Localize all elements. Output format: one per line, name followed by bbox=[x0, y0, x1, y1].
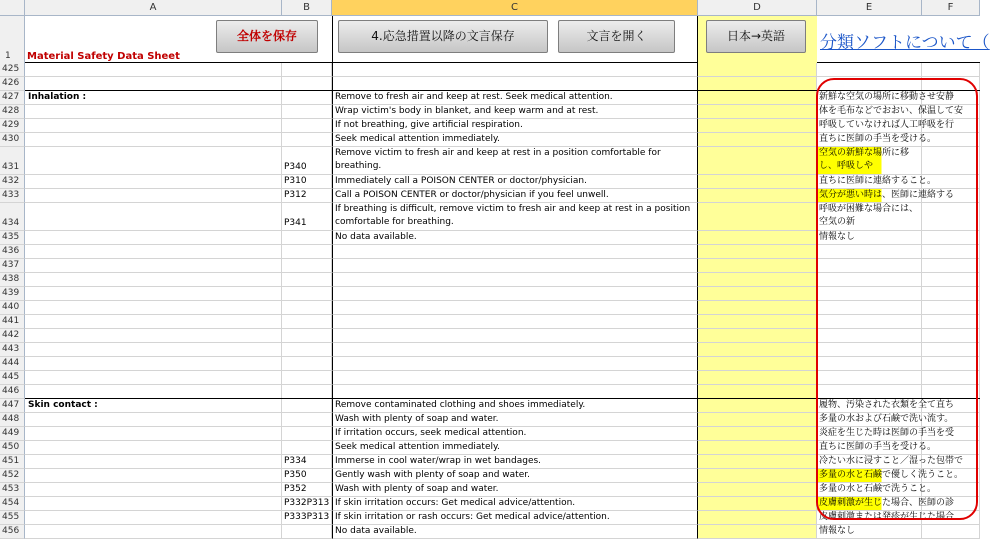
cell-a[interactable] bbox=[25, 175, 282, 189]
row-number: 428 bbox=[0, 105, 25, 119]
cell-f[interactable] bbox=[922, 371, 980, 385]
cell-b[interactable] bbox=[282, 357, 332, 371]
cell-c[interactable] bbox=[332, 343, 698, 357]
cell-a[interactable] bbox=[25, 77, 282, 91]
column-header-c[interactable]: C bbox=[332, 0, 698, 16]
cell-c[interactable]: Immerse in cool water/wrap in wet bandages. bbox=[332, 455, 698, 469]
cell-e[interactable]: 皮膚刺激が生じた場合、医師の診 bbox=[817, 497, 922, 511]
cell-a[interactable] bbox=[25, 427, 282, 441]
cell-f[interactable] bbox=[922, 511, 980, 525]
cell-d[interactable] bbox=[698, 287, 817, 301]
cell-d[interactable] bbox=[698, 189, 817, 203]
cell-d[interactable] bbox=[698, 483, 817, 497]
table-row bbox=[0, 343, 980, 357]
cell-a[interactable] bbox=[25, 203, 282, 231]
cell-c[interactable]: If skin irritation or rash occurs: Get medical advice/attention. bbox=[332, 511, 698, 525]
cell-f[interactable] bbox=[922, 203, 980, 231]
cell-e[interactable] bbox=[817, 385, 922, 399]
table-row bbox=[0, 147, 980, 175]
table-row bbox=[0, 91, 980, 105]
cell-e[interactable]: 直ちに医師の手当を受ける。 bbox=[817, 133, 922, 147]
row-number: 447 bbox=[0, 399, 25, 413]
cell-d[interactable] bbox=[698, 399, 817, 413]
cell-e[interactable]: 直ちに医師の手当を受ける。 bbox=[817, 441, 922, 455]
cell-c[interactable] bbox=[332, 301, 698, 315]
cell-b[interactable] bbox=[282, 133, 332, 147]
cell-a[interactable] bbox=[25, 371, 282, 385]
row-number: 426 bbox=[0, 77, 25, 91]
cell-c[interactable]: Remove victim to fresh air and keep at rest in a position comfortable for breathing. bbox=[332, 147, 698, 175]
cell-c[interactable] bbox=[332, 385, 698, 399]
cell-d[interactable] bbox=[698, 343, 817, 357]
cell-f[interactable] bbox=[922, 175, 980, 189]
cell-d[interactable] bbox=[698, 385, 817, 399]
cell-b[interactable] bbox=[282, 301, 332, 315]
save-section-text-button[interactable]: 4.応急措置以降の文言保存 bbox=[338, 20, 548, 53]
row-number: 445 bbox=[0, 371, 25, 385]
table-row bbox=[0, 259, 980, 273]
cell-d[interactable] bbox=[698, 133, 817, 147]
cell-e[interactable]: 冷たい水に浸すこと／湿った包帯で bbox=[817, 455, 922, 469]
cell-b[interactable] bbox=[282, 245, 332, 259]
column-header-d[interactable]: D bbox=[698, 0, 817, 16]
table-row bbox=[0, 441, 980, 455]
row-number: 451 bbox=[0, 455, 25, 469]
cell-f[interactable] bbox=[922, 357, 980, 371]
row-number: 430 bbox=[0, 133, 25, 147]
cell-d[interactable] bbox=[698, 119, 817, 133]
cell-f[interactable] bbox=[922, 287, 980, 301]
column-header-b[interactable]: B bbox=[282, 0, 332, 16]
row-number-1 bbox=[0, 16, 25, 63]
cell-f[interactable] bbox=[922, 105, 980, 119]
table-row bbox=[0, 245, 980, 259]
cell-f[interactable] bbox=[922, 385, 980, 399]
table-row bbox=[0, 469, 980, 483]
row-number: 438 bbox=[0, 273, 25, 287]
cell-f[interactable] bbox=[922, 147, 980, 175]
cell-d[interactable] bbox=[698, 175, 817, 189]
row-number: 429 bbox=[0, 119, 25, 133]
cell-b[interactable] bbox=[282, 91, 332, 105]
row-number: 433 bbox=[0, 189, 25, 203]
cell-e[interactable]: 多量の水と石鹸で洗うこと。 bbox=[817, 483, 922, 497]
cell-e[interactable]: 情報なし bbox=[817, 231, 922, 245]
cell-f[interactable] bbox=[922, 497, 980, 511]
cell-a[interactable] bbox=[25, 245, 282, 259]
cell-e[interactable] bbox=[817, 273, 922, 287]
cell-c[interactable]: Remove to fresh air and keep at rest. Seek medical attention. bbox=[332, 91, 698, 105]
row-number: 450 bbox=[0, 441, 25, 455]
cell-a[interactable] bbox=[25, 231, 282, 245]
table-row bbox=[0, 329, 980, 343]
cell-e[interactable]: 皮膚刺激または発疹が生じた場合 bbox=[817, 511, 922, 525]
cell-b[interactable] bbox=[282, 413, 332, 427]
cell-a[interactable] bbox=[25, 273, 282, 287]
cell-b[interactable]: P310 bbox=[282, 175, 332, 189]
row-number: 427 bbox=[0, 91, 25, 105]
translate-ja-en-button[interactable]: 日本→英語 bbox=[706, 20, 806, 53]
cell-b[interactable] bbox=[282, 287, 332, 301]
cell-c[interactable]: Wrap victim's body in blanket, and keep warm and at rest. bbox=[332, 105, 698, 119]
table-row bbox=[0, 175, 980, 189]
cell-b[interactable]: P312 bbox=[282, 189, 332, 203]
column-header-e[interactable]: E bbox=[817, 0, 922, 16]
table-row bbox=[0, 525, 980, 539]
cell-d[interactable] bbox=[698, 497, 817, 511]
cell-d[interactable] bbox=[698, 91, 817, 105]
cell-d[interactable] bbox=[698, 203, 817, 231]
select-all-corner[interactable] bbox=[0, 0, 25, 16]
cell-f[interactable] bbox=[922, 441, 980, 455]
table-row bbox=[0, 483, 980, 497]
cell-b[interactable] bbox=[282, 119, 332, 133]
table-row bbox=[0, 371, 980, 385]
cell-b[interactable]: P334 bbox=[282, 455, 332, 469]
table-row bbox=[0, 511, 980, 525]
cell-a[interactable] bbox=[25, 469, 282, 483]
cell-e[interactable]: 空気の新鮮な場所に移し、呼吸しや bbox=[817, 147, 922, 175]
about-classification-link[interactable]: 分類ソフトについて（ bbox=[820, 33, 990, 53]
cell-e[interactable] bbox=[817, 357, 922, 371]
cell-a[interactable] bbox=[25, 147, 282, 175]
cell-b[interactable] bbox=[282, 399, 332, 413]
cell-c[interactable] bbox=[332, 245, 698, 259]
cell-a[interactable] bbox=[25, 63, 282, 77]
cell-c[interactable]: Remove contaminated clothing and shoes immediately. bbox=[332, 399, 698, 413]
row-number: 425 bbox=[0, 63, 25, 77]
table-row bbox=[0, 189, 980, 203]
cell-d[interactable] bbox=[698, 525, 817, 539]
cell-d[interactable] bbox=[698, 147, 817, 175]
cell-b[interactable]: P332P313 bbox=[282, 497, 332, 511]
cell-f[interactable] bbox=[922, 329, 980, 343]
table-row bbox=[0, 455, 980, 469]
cell-e[interactable] bbox=[817, 329, 922, 343]
cell-f[interactable] bbox=[922, 483, 980, 497]
cell-b[interactable]: P340 bbox=[282, 147, 332, 175]
row-number: 440 bbox=[0, 301, 25, 315]
cell-c[interactable]: Call a POISON CENTER or doctor/physician if you feel unwell. bbox=[332, 189, 698, 203]
table-row bbox=[0, 119, 980, 133]
cell-a[interactable] bbox=[25, 525, 282, 539]
table-row bbox=[0, 399, 980, 413]
cell-b[interactable] bbox=[282, 63, 332, 77]
cell-b[interactable] bbox=[282, 343, 332, 357]
table-row bbox=[0, 63, 980, 77]
table-row bbox=[0, 357, 980, 371]
cell-a[interactable]: Skin contact : bbox=[25, 399, 282, 413]
cell-b[interactable] bbox=[282, 385, 332, 399]
cell-b[interactable] bbox=[282, 427, 332, 441]
cell-f[interactable] bbox=[922, 455, 980, 469]
table-row bbox=[0, 203, 980, 231]
cell-f[interactable] bbox=[922, 91, 980, 105]
cell-e[interactable] bbox=[817, 77, 922, 91]
row-number: 437 bbox=[0, 259, 25, 273]
toolbar-row bbox=[0, 16, 990, 63]
save-all-button[interactable]: 全体を保存 bbox=[216, 20, 318, 53]
row-number: 449 bbox=[0, 427, 25, 441]
cell-a[interactable] bbox=[25, 511, 282, 525]
cell-f[interactable] bbox=[922, 231, 980, 245]
cell-e[interactable] bbox=[817, 259, 922, 273]
cell-b[interactable] bbox=[282, 259, 332, 273]
cell-b[interactable] bbox=[282, 273, 332, 287]
cell-a[interactable] bbox=[25, 301, 282, 315]
cell-f[interactable] bbox=[922, 245, 980, 259]
cell-f[interactable] bbox=[922, 273, 980, 287]
cell-b[interactable]: P333P313 bbox=[282, 511, 332, 525]
cell-e[interactable] bbox=[817, 343, 922, 357]
cell-b[interactable] bbox=[282, 77, 332, 91]
row-number: 446 bbox=[0, 385, 25, 399]
cell-f[interactable] bbox=[922, 315, 980, 329]
cell-f[interactable] bbox=[922, 413, 980, 427]
column-header-f[interactable]: F bbox=[922, 0, 980, 16]
cell-c[interactable] bbox=[332, 63, 698, 77]
cell-b[interactable]: P352 bbox=[282, 483, 332, 497]
cell-b[interactable] bbox=[282, 371, 332, 385]
page-title: Material Safety Data Sheet bbox=[27, 51, 180, 62]
table-row bbox=[0, 273, 980, 287]
cell-e[interactable]: 呼吸していなければ人工呼吸を行 bbox=[817, 119, 922, 133]
cell-a[interactable] bbox=[25, 287, 282, 301]
cell-a[interactable] bbox=[25, 357, 282, 371]
cell-a[interactable] bbox=[25, 413, 282, 427]
cell-a[interactable] bbox=[25, 259, 282, 273]
row-number: 435 bbox=[0, 231, 25, 245]
table-row bbox=[0, 427, 980, 441]
row-number: 456 bbox=[0, 525, 25, 539]
row-number: 431 bbox=[0, 147, 25, 175]
cell-c[interactable]: If not breathing, give artificial respiration. bbox=[332, 119, 698, 133]
cell-a[interactable] bbox=[25, 315, 282, 329]
cell-e[interactable]: 多量の水および石鹸で洗い流す。 bbox=[817, 413, 922, 427]
cell-d[interactable] bbox=[698, 245, 817, 259]
cell-e[interactable] bbox=[817, 371, 922, 385]
cell-c[interactable] bbox=[332, 357, 698, 371]
cell-c[interactable]: Seek medical attention immediately. bbox=[332, 133, 698, 147]
cell-e[interactable] bbox=[817, 287, 922, 301]
cell-e[interactable]: 呼吸が困難な場合には、空気の新 bbox=[817, 203, 922, 231]
cell-d[interactable] bbox=[698, 469, 817, 483]
cell-d[interactable] bbox=[698, 259, 817, 273]
cell-b[interactable] bbox=[282, 231, 332, 245]
cell-f[interactable] bbox=[922, 399, 980, 413]
cell-d[interactable] bbox=[698, 455, 817, 469]
cell-c[interactable] bbox=[332, 329, 698, 343]
cell-b[interactable]: P341 bbox=[282, 203, 332, 231]
cell-f[interactable] bbox=[922, 469, 980, 483]
cell-f[interactable] bbox=[922, 301, 980, 315]
cell-d[interactable] bbox=[698, 63, 817, 77]
cell-e[interactable]: 体を毛布などでおおい、保温して安 bbox=[817, 105, 922, 119]
cell-d[interactable] bbox=[698, 371, 817, 385]
cell-a[interactable] bbox=[25, 119, 282, 133]
cell-d[interactable] bbox=[698, 301, 817, 315]
cell-b[interactable] bbox=[282, 329, 332, 343]
row-number: 436 bbox=[0, 245, 25, 259]
cell-e[interactable]: 炎症を生じた時は医師の手当を受 bbox=[817, 427, 922, 441]
table-row bbox=[0, 301, 980, 315]
cell-d[interactable] bbox=[698, 441, 817, 455]
cell-c[interactable]: Seek medical attention immediately. bbox=[332, 441, 698, 455]
cell-c[interactable]: Gently wash with plenty of soap and water. bbox=[332, 469, 698, 483]
cell-e[interactable]: 直ちに医師に連絡すること。 bbox=[817, 175, 922, 189]
cell-f[interactable] bbox=[922, 77, 980, 91]
cell-b[interactable]: P350 bbox=[282, 469, 332, 483]
row-number: 439 bbox=[0, 287, 25, 301]
cell-c[interactable] bbox=[332, 77, 698, 91]
column-header-a[interactable]: A bbox=[25, 0, 282, 16]
cell-f[interactable] bbox=[922, 343, 980, 357]
cell-e[interactable] bbox=[817, 301, 922, 315]
open-text-button[interactable]: 文言を開く bbox=[558, 20, 675, 53]
row-number: 443 bbox=[0, 343, 25, 357]
cell-a[interactable] bbox=[25, 441, 282, 455]
cell-a[interactable] bbox=[25, 497, 282, 511]
cell-f[interactable] bbox=[922, 525, 980, 539]
cell-b[interactable] bbox=[282, 525, 332, 539]
row-number: 441 bbox=[0, 315, 25, 329]
cell-d[interactable] bbox=[698, 105, 817, 119]
cell-b[interactable] bbox=[282, 105, 332, 119]
cell-c[interactable]: No data available. bbox=[332, 525, 698, 539]
cell-e[interactable] bbox=[817, 63, 922, 77]
cell-e[interactable]: 新鮮な空気の場所に移動させ安静 bbox=[817, 91, 922, 105]
cell-a[interactable] bbox=[25, 385, 282, 399]
cell-c[interactable]: Wash with plenty of soap and water. bbox=[332, 483, 698, 497]
cell-d[interactable] bbox=[698, 231, 817, 245]
cell-c[interactable]: Wash with plenty of soap and water. bbox=[332, 413, 698, 427]
cell-c[interactable]: No data available. bbox=[332, 231, 698, 245]
column-header-bar bbox=[0, 0, 980, 16]
cell-c[interactable] bbox=[332, 371, 698, 385]
table-row bbox=[0, 385, 980, 399]
cell-a[interactable]: Inhalation : bbox=[25, 91, 282, 105]
cell-d[interactable] bbox=[698, 357, 817, 371]
cell-a[interactable] bbox=[25, 343, 282, 357]
cell-a[interactable] bbox=[25, 455, 282, 469]
table-row bbox=[0, 105, 980, 119]
cell-d[interactable] bbox=[698, 413, 817, 427]
table-row bbox=[0, 287, 980, 301]
row-number: 434 bbox=[0, 203, 25, 231]
cell-c[interactable] bbox=[332, 259, 698, 273]
cell-d[interactable] bbox=[698, 273, 817, 287]
row-number: 454 bbox=[0, 497, 25, 511]
cell-f[interactable] bbox=[922, 133, 980, 147]
cell-f[interactable] bbox=[922, 63, 980, 77]
spreadsheet-grid bbox=[0, 63, 980, 536]
row-number: 448 bbox=[0, 413, 25, 427]
cell-f[interactable] bbox=[922, 259, 980, 273]
cell-e[interactable]: 情報なし bbox=[817, 525, 922, 539]
table-row bbox=[0, 77, 980, 91]
cell-c[interactable] bbox=[332, 287, 698, 301]
cell-e[interactable] bbox=[817, 315, 922, 329]
cell-c[interactable]: If skin irritation occurs: Get medical advice/attention. bbox=[332, 497, 698, 511]
cell-a[interactable] bbox=[25, 189, 282, 203]
cell-f[interactable] bbox=[922, 427, 980, 441]
row-number: 455 bbox=[0, 511, 25, 525]
cell-d[interactable] bbox=[698, 77, 817, 91]
cell-d[interactable] bbox=[698, 329, 817, 343]
row-number: 444 bbox=[0, 357, 25, 371]
cell-d[interactable] bbox=[698, 511, 817, 525]
cell-f[interactable] bbox=[922, 189, 980, 203]
cell-a[interactable] bbox=[25, 329, 282, 343]
row-number: 432 bbox=[0, 175, 25, 189]
cell-a[interactable] bbox=[25, 105, 282, 119]
cell-b[interactable] bbox=[282, 315, 332, 329]
cell-e[interactable]: 履物、汚染された衣類を全て直ち bbox=[817, 399, 922, 413]
cell-d[interactable] bbox=[698, 427, 817, 441]
cell-c[interactable] bbox=[332, 273, 698, 287]
cell-e[interactable] bbox=[817, 245, 922, 259]
row-number-label: 1 bbox=[5, 51, 11, 61]
cell-a[interactable] bbox=[25, 483, 282, 497]
cell-c[interactable]: If breathing is difficult, remove victim to fresh air and keep at rest in a position comfortable for breathing. bbox=[332, 203, 698, 231]
row-number: 453 bbox=[0, 483, 25, 497]
table-row bbox=[0, 497, 980, 511]
cell-d[interactable] bbox=[698, 315, 817, 329]
cell-c[interactable]: If irritation occurs, seek medical attention. bbox=[332, 427, 698, 441]
cell-c[interactable]: Immediately call a POISON CENTER or doctor/physician. bbox=[332, 175, 698, 189]
row-number: 442 bbox=[0, 329, 25, 343]
table-row bbox=[0, 315, 980, 329]
cell-c[interactable] bbox=[332, 315, 698, 329]
cell-a[interactable] bbox=[25, 133, 282, 147]
table-row bbox=[0, 133, 980, 147]
table-row bbox=[0, 231, 980, 245]
cell-f[interactable] bbox=[922, 119, 980, 133]
row-number: 452 bbox=[0, 469, 25, 483]
cell-e[interactable]: 多量の水と石鹸で優しく洗うこと。 bbox=[817, 469, 922, 483]
table-row bbox=[0, 413, 980, 427]
cell-e[interactable]: 気分が悪い時は、医師に連絡する bbox=[817, 189, 922, 203]
cell-b[interactable] bbox=[282, 441, 332, 455]
